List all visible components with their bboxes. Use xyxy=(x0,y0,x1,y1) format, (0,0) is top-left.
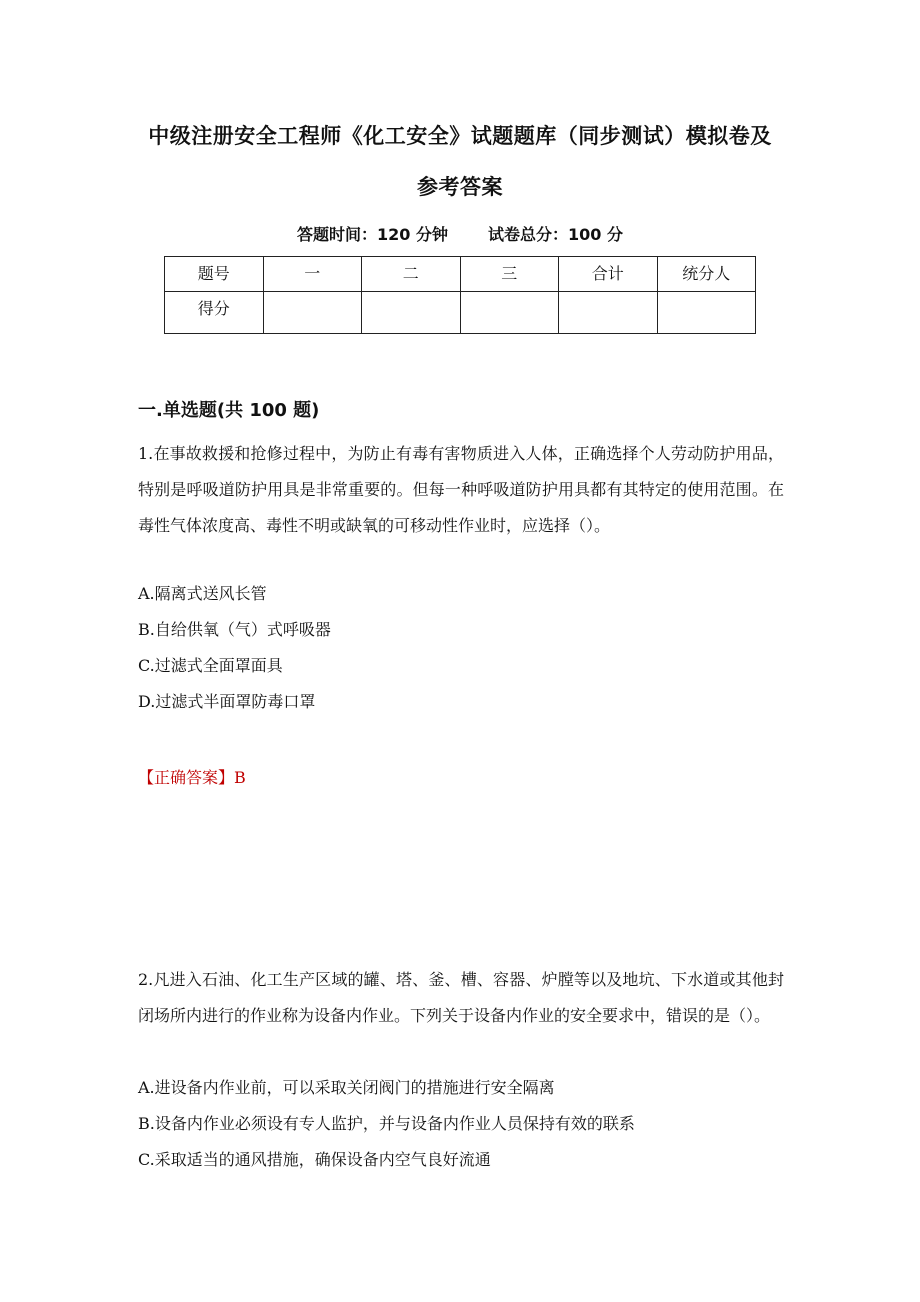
question-1-option-b: B.自给供氧（气）式呼吸器 xyxy=(138,620,331,639)
exam-meta xyxy=(120,222,800,245)
question-2-text: 2.凡进入石油、化工生产区域的罐、塔、釜、槽、容器、炉膛等以及地坑、下水道或其他封闭场所内进行的作业称为设备内作业。下列关于设备内作业的安全要求中，错误的是（）。 xyxy=(138,970,784,1025)
question-1-option-d: D.过滤式半面罩防毒口罩 xyxy=(138,692,316,711)
score-header-cell: 三 xyxy=(460,257,559,292)
question-2-option-b: B.设备内作业必须设有专人监护，并与设备内作业人员保持有效的联系 xyxy=(138,1114,635,1133)
exam-total-score: 试卷总分：100 分 xyxy=(488,225,623,244)
question-2-option-a: A.进设备内作业前，可以采取关闭阀门的措施进行安全隔离 xyxy=(138,1078,555,1097)
score-row-label: 得分 xyxy=(165,292,264,334)
question-1-answer: 【正确答案】B xyxy=(138,768,246,787)
score-cell xyxy=(559,292,658,334)
score-cell xyxy=(263,292,362,334)
score-table-score-row xyxy=(165,292,756,334)
score-table xyxy=(164,256,756,334)
question-1-text: 1.在事故救援和抢修过程中，为防止有毒有害物质进入人体，正确选择个人劳动防护用品，特别是呼吸道防护用具是非常重要的。但每一种呼吸道防护用具都有其特定的使用范围。在毒性气体浓度高、毒性不明或缺氧的可移动性作业时，应选择（）。 xyxy=(138,444,784,535)
score-cell xyxy=(657,292,756,334)
score-header-cell: 统分人 xyxy=(657,257,756,292)
score-header-cell: 合计 xyxy=(559,257,658,292)
section-title: 一.单选题(共 100 题) xyxy=(138,400,320,421)
question-2-option-c: C.采取适当的通风措施，确保设备内空气良好流通 xyxy=(138,1150,491,1169)
score-cell xyxy=(362,292,461,334)
score-header-cell: 一 xyxy=(263,257,362,292)
score-header-cell: 二 xyxy=(362,257,461,292)
document-title-line1: 中级注册安全工程师《化工安全》试题题库（同步测试）模拟卷及 xyxy=(148,124,772,148)
question-1-option-a: A.隔离式送风长管 xyxy=(138,584,267,603)
question-1-option-c: C.过滤式全面罩面具 xyxy=(138,656,283,675)
score-table-header-row xyxy=(165,257,756,292)
document-title-line2: 参考答案 xyxy=(417,175,503,199)
exam-time: 答题时间：120 分钟 xyxy=(297,225,448,244)
score-cell xyxy=(460,292,559,334)
score-header-cell: 题号 xyxy=(165,257,264,292)
